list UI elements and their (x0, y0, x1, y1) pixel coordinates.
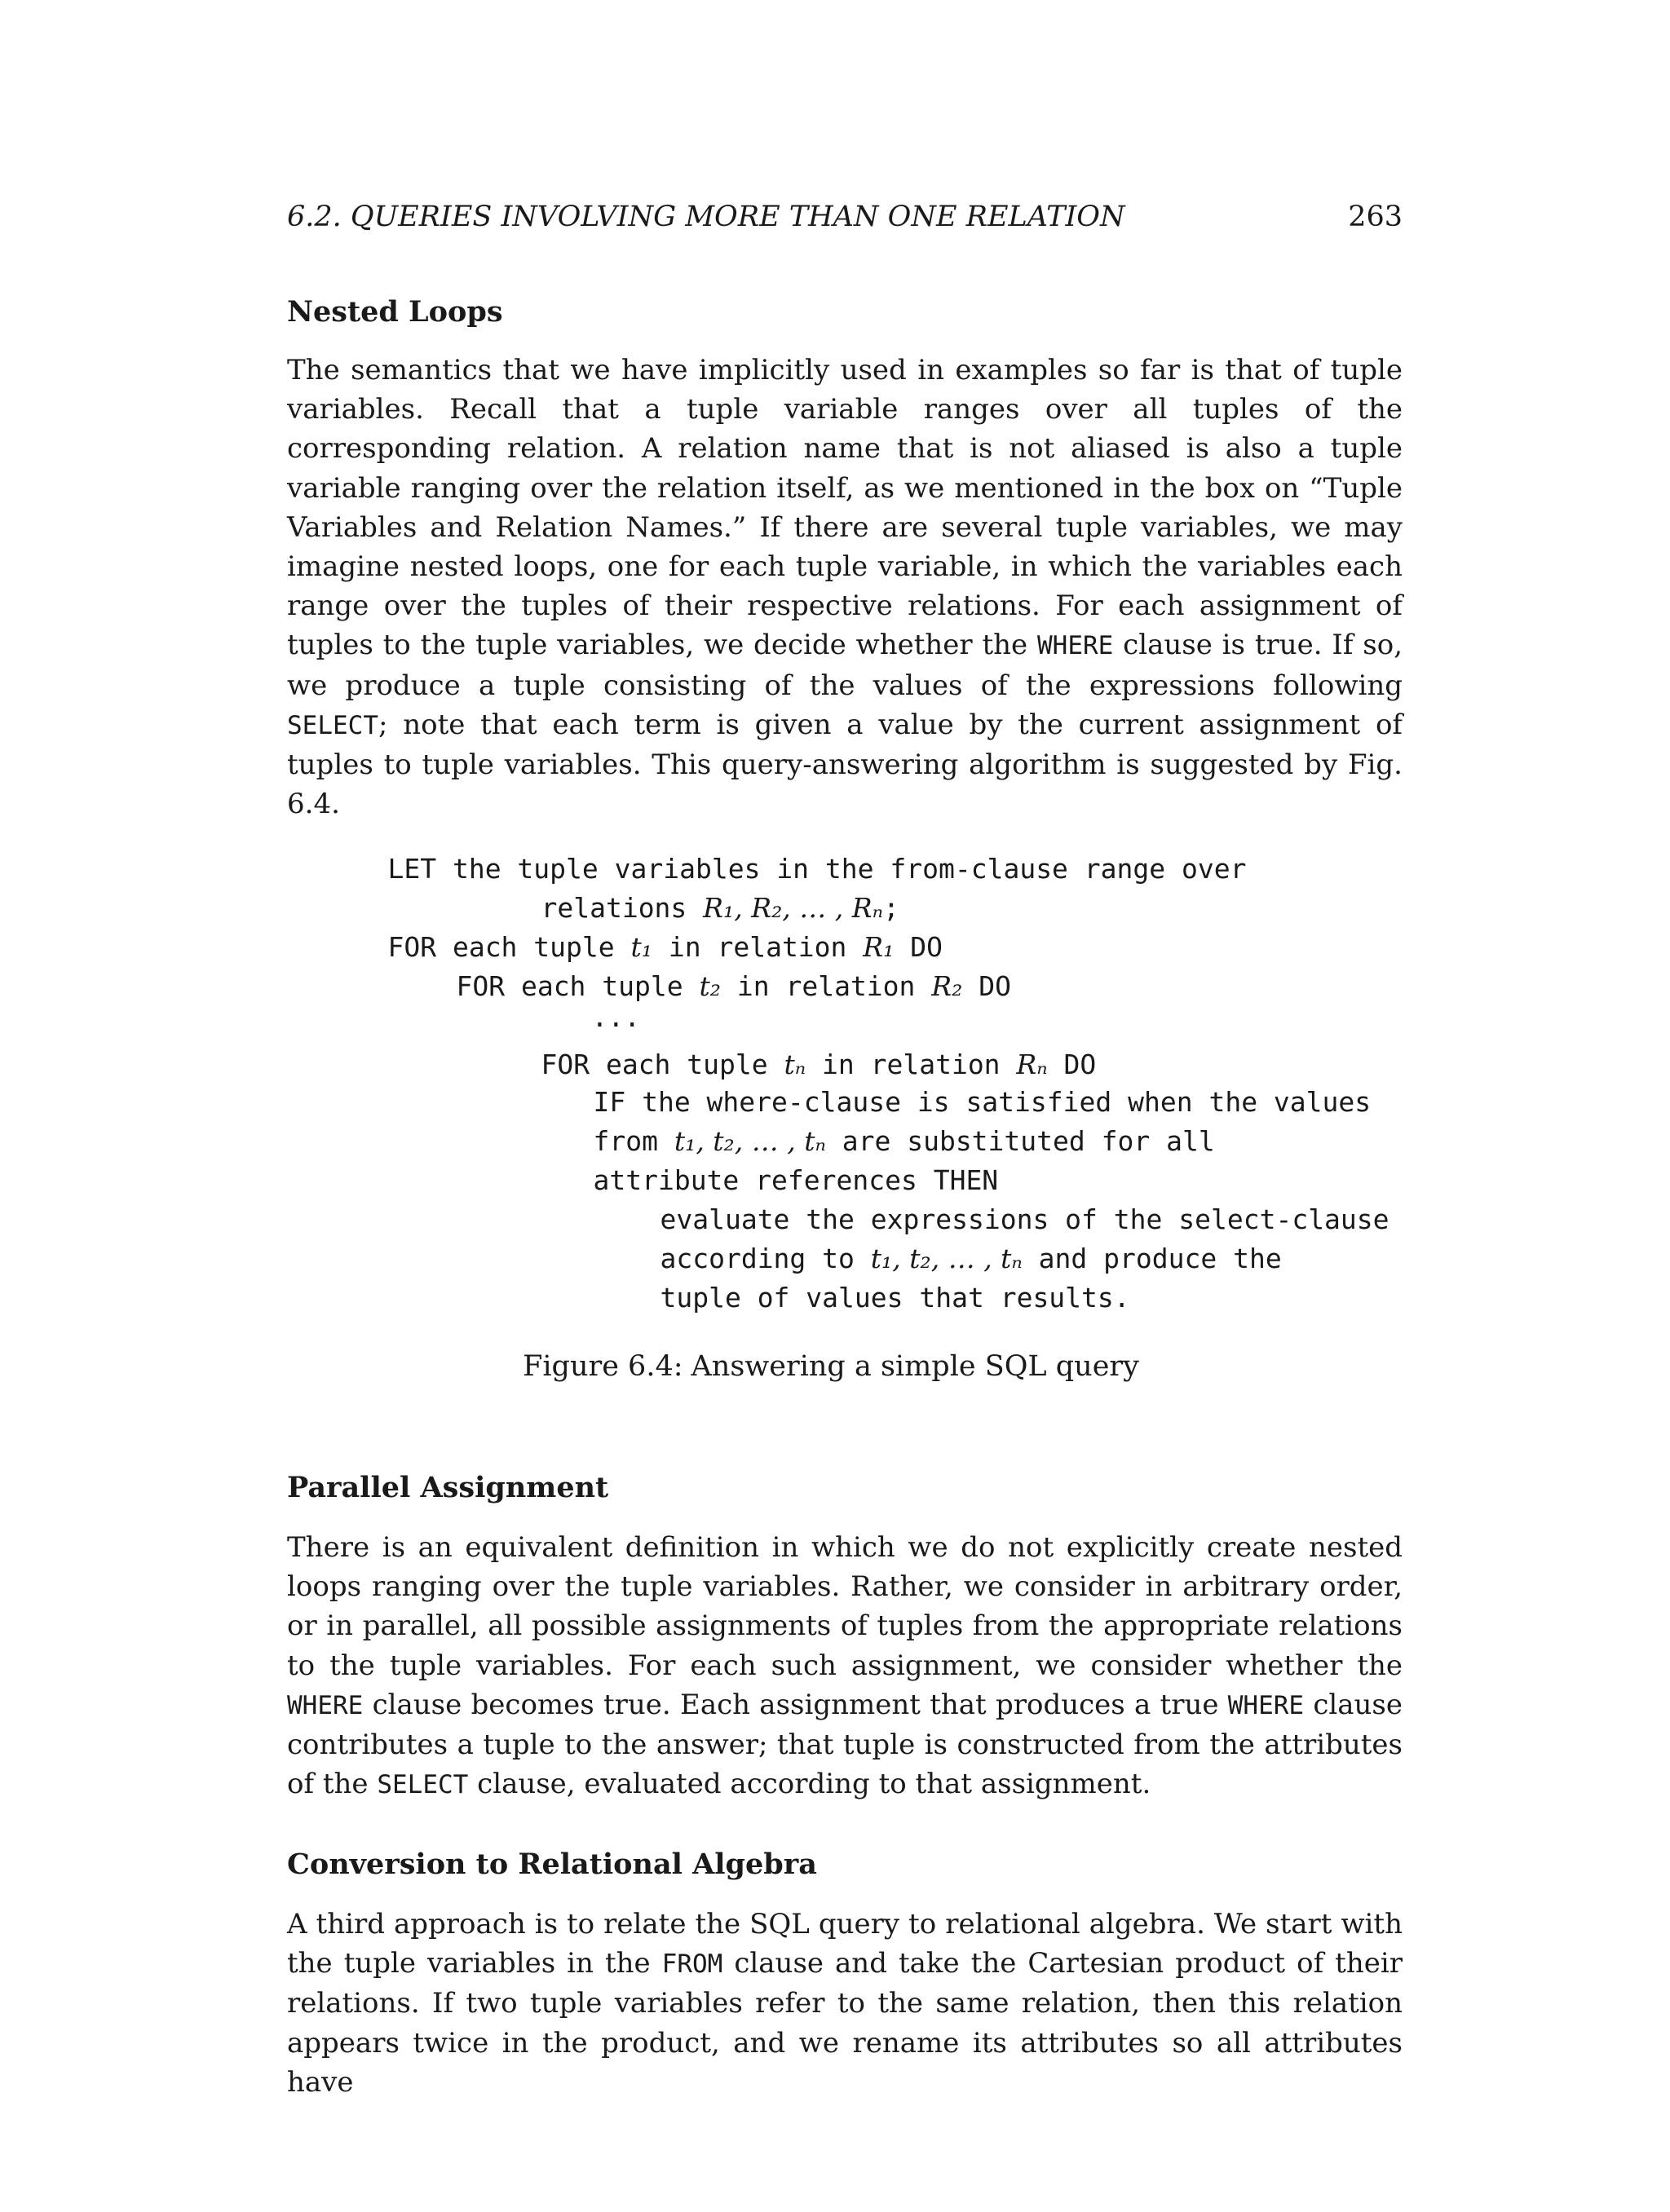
math-tuples: t₁, t₂, … , tₙ (674, 1125, 826, 1157)
text-run: clause is true. If so, we produce a tuple consisting of the values of the expressions following (287, 629, 1403, 702)
code-text: and produce the (1022, 1243, 1282, 1274)
code-text: FOR each tuple (456, 970, 700, 1002)
code-text: DO (962, 970, 1011, 1002)
code-text: are substituted for all (825, 1125, 1215, 1157)
math-relation: R₂ (931, 970, 963, 1002)
code-text: LET the tuple variables in the from-clause range over (387, 853, 1247, 885)
text-run: clause contributes a tuple to the answer; that tuple is constructed from the attributes of the (287, 1688, 1403, 1801)
page-number: 263 (1348, 201, 1403, 233)
code-text: according to (660, 1243, 871, 1274)
math-tuple: tₙ (784, 1049, 806, 1080)
code-text: FOR each tuple (387, 931, 631, 963)
text-run: ; note that each term is given a value by the current assignment of tuples to tuple variables. This query-answering algorithm is suggested by Fig. 6.4. (287, 708, 1403, 821)
code-text: IF the where-clause is satisfied when the values (593, 1086, 1372, 1118)
code-text: ; (882, 892, 899, 924)
heading-conversion-relational-algebra: Conversion to Relational Algebra (287, 1848, 817, 1881)
figure-caption (0, 1350, 1670, 1383)
code-line-12 (595, 1249, 1130, 1347)
code-text: in relation (806, 1049, 1017, 1080)
text-run: clause and take the Cartesian product of their relations. If two tuple variables refer to the same relation, then this relation appears twice in the product, and we rename its attributes so all attributes have (287, 1947, 1403, 2099)
text-run: The semantics that we have implicitly used in examples so far is that of tuple variables. Recall that a tuple variable ranges over all tuples of the corresponding relation. A relation name that is not aliased is also a tuple variable ranging over the relation itself, as we mentioned in the box on “Tuple Variables and Relation Names.” If there are several tuple variables, we may imagine nested loops, one for each tuple variable, in which the variables each range over the tuples of their respective relations. For each assignment of tuples to the tuple variables, we decide whether the (287, 354, 1403, 662)
code-text: FOR each tuple (541, 1049, 784, 1080)
code-text: tuple of values that results. (660, 1282, 1130, 1314)
text-run: clause becomes true. Each assignment that produces a true (363, 1688, 1228, 1721)
text-run: clause, evaluated according to that assignment. (468, 1768, 1151, 1801)
paragraph-conversion (287, 1905, 1403, 2102)
code-text: DO (1047, 1049, 1097, 1080)
math-relation: R₁ (863, 931, 895, 963)
paragraph-parallel-assignment (287, 1528, 1403, 1804)
code-text: relations (541, 892, 704, 924)
caption-label: Figure 6.4: (523, 1350, 683, 1383)
code-text: DO (894, 931, 943, 963)
code-ellipsis: ... (591, 1001, 641, 1033)
chapter-section-title: 6.2. QUERIES INVOLVING MORE THAN ONE RELATION (287, 201, 1125, 233)
keyword-where: WHERE (287, 1690, 364, 1720)
code-text: from (593, 1125, 674, 1157)
math-tuples: t₁, t₂, … , tₙ (870, 1243, 1023, 1274)
math-tuple: t₂ (699, 970, 721, 1002)
text-run: A third approach is to relate the SQL query to relational algebra. We start with the tuple variables in the (287, 1908, 1403, 1980)
paragraph-nested-loops (287, 351, 1403, 823)
math-tuple: t₁ (630, 931, 652, 963)
code-text: evaluate the expressions of the select-clause (660, 1203, 1389, 1235)
text-run: There is an equivalent definition in which we do not explicitly create nested loops ranging over the tuple variables. Rather, we consider in arbitrary order, or in parallel, all possible assignments of tuples from the appropriate relations to the tuple variables. For each such assignment, we consider whether the (287, 1531, 1403, 1682)
code-text: in relation (652, 931, 864, 963)
code-text: attribute references THEN (593, 1164, 999, 1196)
math-relations: R₁, R₂, … , Rₙ (703, 892, 883, 924)
running-header (287, 201, 1403, 233)
keyword-where: WHERE (1037, 631, 1114, 661)
heading-nested-loops: Nested Loops (287, 295, 503, 329)
caption-text: Answering a simple SQL query (691, 1350, 1139, 1383)
keyword-select: SELECT (377, 1770, 469, 1800)
keyword-from: FROM (661, 1949, 723, 1980)
heading-parallel-assignment: Parallel Assignment (287, 1471, 609, 1504)
keyword-select: SELECT (287, 710, 378, 740)
keyword-where: WHERE (1227, 1690, 1305, 1720)
code-text: in relation (721, 970, 932, 1002)
math-relation: Rₙ (1016, 1049, 1048, 1080)
